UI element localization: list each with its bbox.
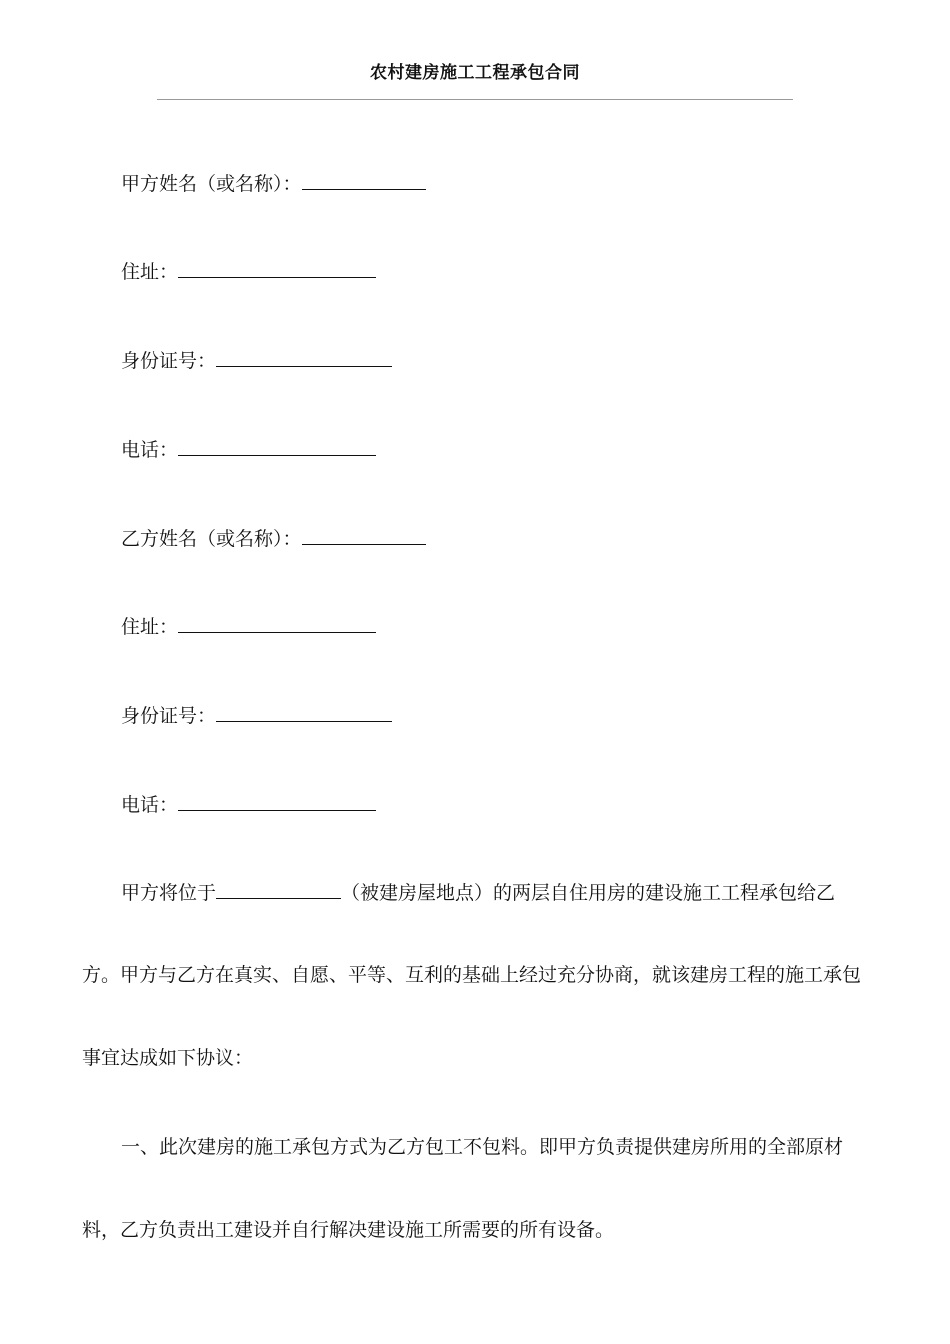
house-location-blank[interactable] bbox=[216, 880, 341, 899]
party-a-id-blank[interactable] bbox=[216, 348, 392, 367]
party-a-name-label: 甲方姓名（或名称）： bbox=[121, 173, 302, 195]
document-header bbox=[157, 52, 793, 100]
intro-line-2: 方。甲方与乙方在真实、自愿、平等、互利的基础上经过充分协商，就该建房工程的施工承包 bbox=[82, 964, 862, 986]
party-a-name-blank[interactable] bbox=[302, 171, 426, 190]
intro-line-1 bbox=[121, 880, 835, 905]
party-b-address-field bbox=[121, 614, 376, 639]
intro-text-part2: （被建房屋地点）的两层自住用房的建设施工工程承包给乙 bbox=[341, 882, 836, 904]
party-b-id-label: 身份证号： bbox=[121, 705, 217, 727]
party-b-address-blank[interactable] bbox=[178, 614, 376, 633]
party-b-id-field bbox=[121, 703, 392, 728]
party-a-id-label: 身份证号： bbox=[121, 350, 217, 372]
document-title: 农村建房施工工程承包合同 bbox=[370, 63, 580, 83]
intro-text-part1: 甲方将位于 bbox=[121, 882, 217, 904]
party-b-phone-blank[interactable] bbox=[178, 792, 376, 811]
clause-1-line-1: 一、此次建房的施工承包方式为乙方包工不包料。即甲方负责提供建房所用的全部原材 bbox=[121, 1136, 844, 1158]
party-b-address-label: 住址： bbox=[121, 616, 179, 638]
party-a-name-field bbox=[121, 171, 426, 196]
party-a-address-label: 住址： bbox=[121, 261, 179, 283]
party-b-name-blank[interactable] bbox=[302, 526, 426, 545]
party-a-phone-blank[interactable] bbox=[178, 437, 376, 456]
party-b-id-blank[interactable] bbox=[216, 703, 392, 722]
party-a-phone-label: 电话： bbox=[121, 439, 179, 461]
party-b-name-field bbox=[121, 526, 426, 551]
party-b-phone-label: 电话： bbox=[121, 794, 179, 816]
party-b-phone-field bbox=[121, 792, 376, 817]
party-a-phone-field bbox=[121, 437, 376, 462]
party-a-address-field bbox=[121, 259, 376, 284]
party-b-name-label: 乙方姓名（或名称）： bbox=[121, 528, 302, 550]
clause-1-line-2: 料，乙方负责出工建设并自行解决建设施工所需要的所有设备。 bbox=[82, 1219, 615, 1241]
intro-line-3: 事宜达成如下协议： bbox=[82, 1047, 254, 1069]
party-a-address-blank[interactable] bbox=[178, 259, 376, 278]
party-a-id-field bbox=[121, 348, 392, 373]
